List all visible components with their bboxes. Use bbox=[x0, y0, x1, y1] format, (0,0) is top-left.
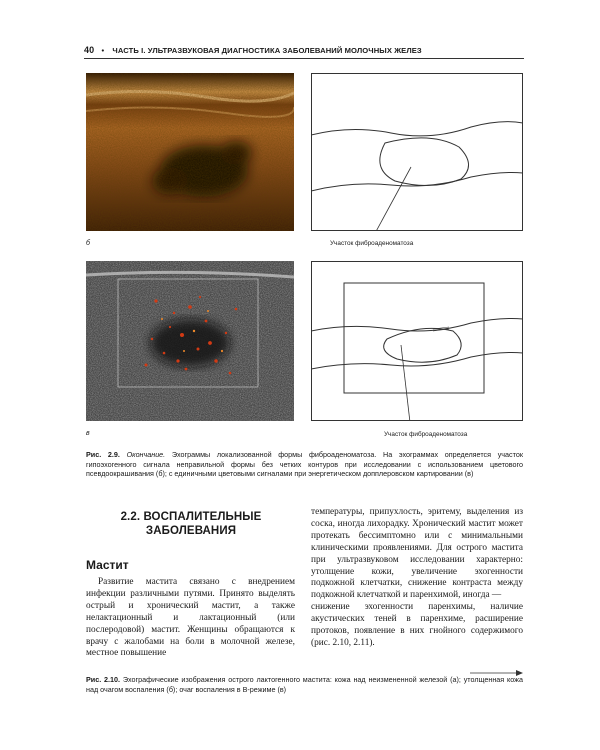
left-column bbox=[86, 577, 295, 660]
running-header bbox=[84, 45, 524, 57]
figure-2-10-text: Эхографические изображения острого лактогенного мастита: кожа над неизмененной железой (а); утолщенная кожа над очагом воспаления (б); очаг воспаления в В-режиме (в) bbox=[86, 675, 523, 694]
subsection-title: Мастит bbox=[86, 558, 129, 572]
figure-2-10-ref: Рис. 2.10. bbox=[86, 675, 121, 684]
right-column bbox=[311, 507, 523, 650]
figure-2-9-text: Эхограммы локализованной формы фиброаденоматоза. На эхограммах определяется участок гипоэхогенного сигнала неправильной формы без четких контуров при исследовании с использованием цветового псевдоокрашивания (б); с единичными цветовыми сигналами при энергетическом допплеровском картировании (в) bbox=[86, 450, 523, 479]
figure-2-9-caption bbox=[86, 450, 523, 479]
schematic-b bbox=[311, 73, 523, 231]
schematic-b-drawing bbox=[311, 73, 523, 231]
panel-v-letter: в bbox=[86, 430, 90, 437]
figure-2-10-caption bbox=[86, 675, 523, 694]
label-fibroadenomatosis-v: Участок фиброаденоматоза bbox=[384, 431, 468, 438]
section-title bbox=[86, 510, 296, 538]
page-number: 40 bbox=[84, 45, 95, 55]
ultrasound-image-v bbox=[86, 261, 294, 421]
figure-2-9-ref: Рис. 2.9. bbox=[86, 450, 120, 459]
label-fibroadenomatosis-b: Участок фиброаденоматоза bbox=[330, 240, 414, 247]
ultrasound-b-graphic bbox=[86, 73, 294, 231]
schematic-v-drawing bbox=[311, 261, 523, 421]
header-bullet: • bbox=[101, 46, 105, 55]
schematic-v bbox=[311, 261, 523, 421]
header-rule bbox=[84, 58, 524, 59]
left-paragraph: Развитие мастита связано с внедрением инфекции различными путями. Принято выделять острый и хронический мастит, а также нелактационный и лактационный (или послеродовой) мастит. Женщины обращаются к врачу с жалобами на боли в молочной железе, местное повышение bbox=[86, 577, 295, 659]
right-paragraph-2: снижение эхогенности паренхимы, наличие акустических теней в паренхиме, расширение протоков, появление в них гнойного содержимого (рис. 2.10, 2.11). bbox=[311, 602, 523, 648]
running-title: ЧАСТЬ I. УЛЬТРАЗВУКОВАЯ ДИАГНОСТИКА ЗАБОЛЕВАНИЙ МОЛОЧНЫХ ЖЕЛЕЗ bbox=[112, 46, 422, 55]
right-paragraph-1: температуры, припухлость, эритему, выделения из соска, иногда лихорадку. Хронический мастит может протекать бессимптомно или с минимальными клиническими проявлениями. Для острого мастита при ультразвуковом исследовании характерно: утолщение кожи, увеличение эхогенности подкожной клетчатки, снижение контраста между подкожной клетчаткой и паренхимой, иногда — bbox=[311, 507, 523, 601]
panel-b-letter: б bbox=[86, 240, 90, 247]
ultrasound-image-b bbox=[86, 73, 294, 231]
ultrasound-v-graphic bbox=[86, 261, 294, 421]
section-title-line-1: 2.2. ВОСПАЛИТЕЛЬНЫЕ bbox=[120, 511, 262, 523]
figure-2-9-ending: Окончание. bbox=[126, 450, 166, 459]
section-title-line-2: ЗАБОЛЕВАНИЯ bbox=[145, 525, 237, 537]
